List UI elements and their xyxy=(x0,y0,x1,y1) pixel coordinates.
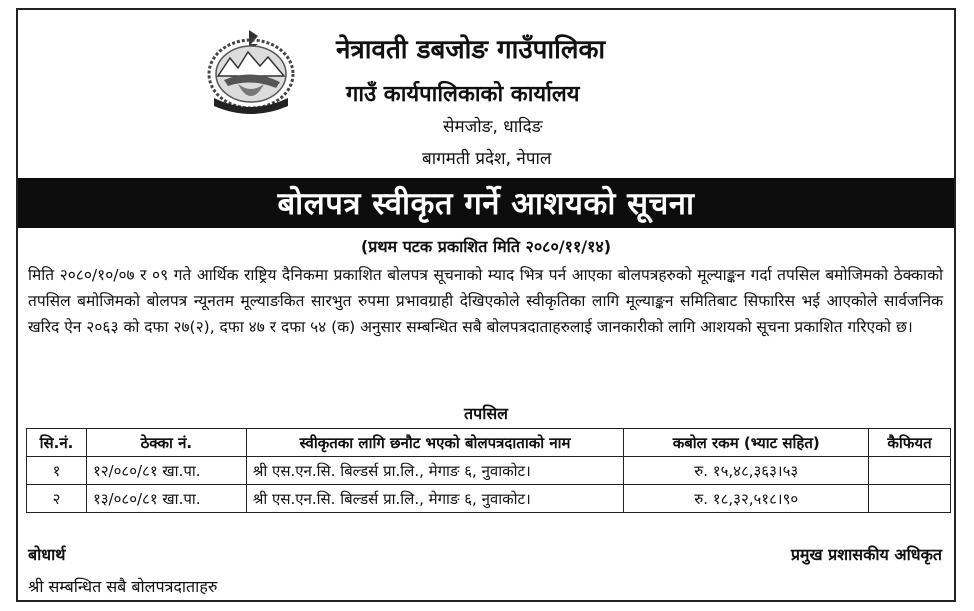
address-line-2: बागमती प्रदेश, नेपाल xyxy=(422,149,552,169)
cell-contract-no: १३/०८०/८१ खा.पा. xyxy=(86,485,246,513)
cell-remarks xyxy=(869,457,951,485)
nepal-emblem-icon xyxy=(204,24,298,114)
header-amount: कबोल रकम (भ्याट सहित) xyxy=(624,429,869,457)
published-date: (प्रथम पटक प्रकाशित मिति २०८०/११/१४) xyxy=(360,237,612,256)
award-table xyxy=(26,428,951,513)
recipient-line: श्री सम्बन्धित सबै बोलपत्रदाताहरु xyxy=(28,577,218,596)
cell-contract-no: १२/०८०/८१ खा.पा. xyxy=(86,457,246,485)
cell-amount: रु. १८,३२,५१८।९० xyxy=(624,485,869,513)
office-name: गाउँ कार्यपालिकाको कार्यालय xyxy=(346,82,580,107)
header-sn: सि.नं. xyxy=(27,429,87,457)
org-name: नेत्रावती डबजोङ गाउँपालिका xyxy=(336,35,606,65)
cell-remarks xyxy=(869,485,951,513)
letterhead xyxy=(18,10,954,180)
header-contract-no: ठेक्का नं. xyxy=(86,429,246,457)
address-line-1: सेमजोङ, धादिङ xyxy=(443,117,543,137)
cell-amount: रु. १५,४८,३६३।५३ xyxy=(624,457,869,485)
signatory-title: प्रमुख प्रशासकीय अधिकृत xyxy=(790,545,942,564)
table-header-row xyxy=(27,429,951,457)
table-row xyxy=(27,457,951,485)
notice-title: बोलपत्र स्वीकृत गर्ने आशयको सूचना xyxy=(18,178,954,228)
table-row xyxy=(27,485,951,513)
reference-label: बोधार्थ xyxy=(28,545,66,564)
table-caption: तपसिल xyxy=(463,404,509,423)
header-bidder: स्वीकृतका लागि छनौट भएको बोलपत्रदाताको नाम xyxy=(246,429,624,457)
notice-body: मिति २०८०/१०/०७ र ०९ गते आर्थिक राष्ट्रिय दैनिकमा प्रकाशित बोलपत्र सूचनाको म्याद भित्र पर्न आएका बोलपत्रहरुको मूल्याङ्कन गर्दा तपसिल बमोजिमको ठेक्काको तपसिल बमोजिमको बोलपत्र न्यूनतम मूल्याङकित सारभुत रुपमा प्रभावग्राही देखिएकोले स्वीकृतिका लागि मूल्याङ्कन समितिबाट सिफारिस भई आएकोले सार्वजनिक खरिद ऐन २०६३ को दफा २७(२), दफा ४७ र दफा ५४ (क) अनुसार सम्बन्धित सबै बोलपत्रदाताहरुलाई जानकारीको लागि आशयको सूचना प्रकाशित गरिएको छ। xyxy=(28,266,943,336)
cell-bidder: श्री एस.एन.सि. बिल्डर्स प्रा.लि., मेगाङ ६, नुवाकोट। xyxy=(246,485,624,513)
notice-document xyxy=(16,8,956,602)
header-remarks: कैफियत xyxy=(869,429,951,457)
cell-sn: २ xyxy=(27,485,87,513)
cell-sn: १ xyxy=(27,457,87,485)
cell-bidder: श्री एस.एन.सि. बिल्डर्स प्रा.लि., मेगाङ ६, नुवाकोट। xyxy=(246,457,624,485)
